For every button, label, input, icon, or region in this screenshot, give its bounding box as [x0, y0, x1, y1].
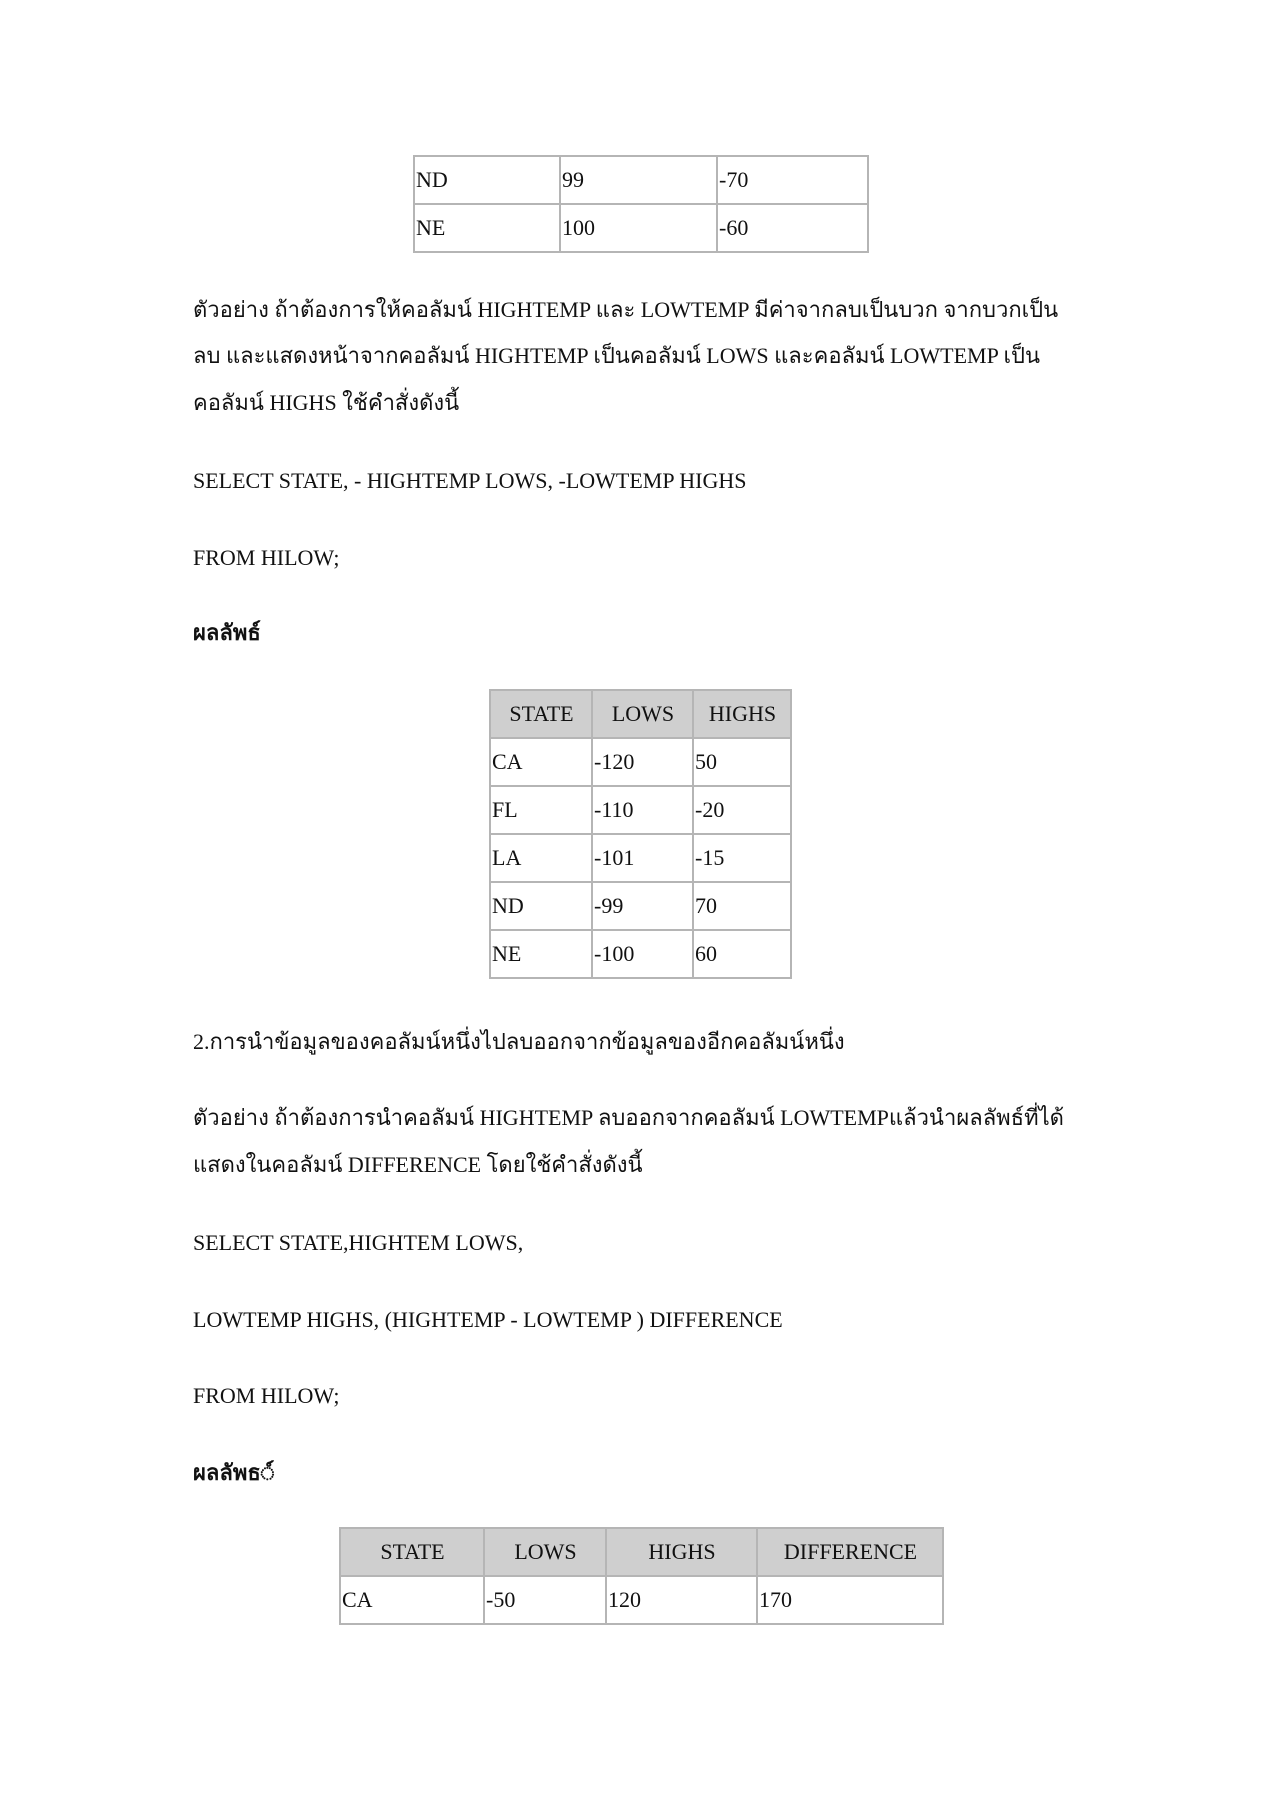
column-header: STATE [509, 701, 574, 726]
table-cell: ND [492, 893, 524, 918]
example-paragraph-2-line-1: ตัวอย่าง ถ้าต้องการนำคอลัมน์ HIGHTEMP ลบออกจากคอลัมน์ LOWTEMPแล้วนำผลลัพธ์ที่ได้ [193, 1105, 1064, 1130]
result-label-1: ผลลัพธ์ [193, 620, 261, 645]
table-cell: -20 [695, 797, 725, 822]
sql-2-line-1: SELECT STATE,HIGHTEM LOWS, [193, 1230, 524, 1255]
example-paragraph-1-line-1: ตัวอย่าง ถ้าต้องการให้คอลัมน์ HIGHTEMP และ LOWTEMP มีค่าจากลบเป็นบวก จากบวกเป็น [193, 297, 1059, 322]
column-header: LOWS [514, 1539, 577, 1564]
section-2-title: 2.การนำข้อมูลของคอลัมน์หนึ่งไปลบออกจากข้อมูลของอีกคอลัมน์หนึ่ง [193, 1029, 845, 1054]
table-cell: 100 [562, 215, 595, 240]
table-cell: -15 [695, 845, 725, 870]
table-row [490, 930, 791, 978]
sql-2-line-2: LOWTEMP HIGHS, (HIGHTEMP - LOWTEMP ) DIFFERENCE [193, 1307, 783, 1332]
table-header-row [340, 1528, 943, 1576]
table-cell: 70 [695, 893, 717, 918]
table-cell: 50 [695, 749, 717, 774]
table-row [490, 834, 791, 882]
table-row [414, 156, 868, 204]
example-paragraph-2-line-2: แสดงในคอลัมน์ DIFFERENCE โดยใช้คำสั่งดังนี้ [193, 1152, 643, 1177]
table-cell: -60 [719, 215, 749, 240]
column-header: DIFFERENCE [783, 1539, 918, 1564]
table-cell: -100 [594, 941, 635, 966]
sql-1-line-1: SELECT STATE, - HIGHTEMP LOWS, -LOWTEMP HIGHS [193, 468, 747, 493]
column-header: HIGHS [648, 1539, 716, 1564]
table-1 [413, 155, 869, 253]
table-cell: -99 [594, 893, 624, 918]
table-row [490, 882, 791, 930]
table-cell: 60 [695, 941, 717, 966]
table-cell: ND [416, 167, 448, 192]
column-header: LOWS [611, 701, 675, 726]
table-cell: 120 [608, 1587, 641, 1612]
table-cell: NE [416, 215, 446, 240]
table-cell: FL [492, 797, 518, 822]
table-row [490, 738, 791, 786]
table-row [490, 786, 791, 834]
table-cell: -50 [486, 1587, 516, 1612]
table-cell: -110 [594, 797, 634, 822]
table-3 [339, 1527, 944, 1625]
table-cell: -120 [594, 749, 635, 774]
table-2 [489, 689, 792, 979]
table-header-row [490, 690, 791, 738]
sql-1-line-2: FROM HILOW; [193, 545, 340, 570]
example-paragraph-1-line-3: คอลัมน์ HIGHS ใช้คำสั่งดังนี้ [193, 390, 460, 415]
example-paragraph-1-line-2: ลบ และแสดงหน้าจากคอลัมน์ HIGHTEMP เป็นคอลัมน์ LOWS และคอลัมน์ LOWTEMP เป็น [193, 343, 1041, 368]
table-row [340, 1576, 943, 1624]
table-cell: CA [492, 749, 523, 774]
column-header: HIGHS [708, 701, 777, 726]
table-cell: -101 [594, 845, 635, 870]
table-row [414, 204, 868, 252]
table-cell: CA [342, 1587, 373, 1612]
sql-2-line-3: FROM HILOW; [193, 1383, 340, 1408]
table-cell: LA [492, 845, 522, 870]
table-cell: -70 [719, 167, 749, 192]
table-cell: 99 [562, 167, 584, 192]
result-label-2: ผลลัพธ◌์ [193, 1460, 275, 1485]
table-cell: NE [492, 941, 522, 966]
table-cell: 170 [759, 1587, 792, 1612]
column-header: STATE [380, 1539, 445, 1564]
